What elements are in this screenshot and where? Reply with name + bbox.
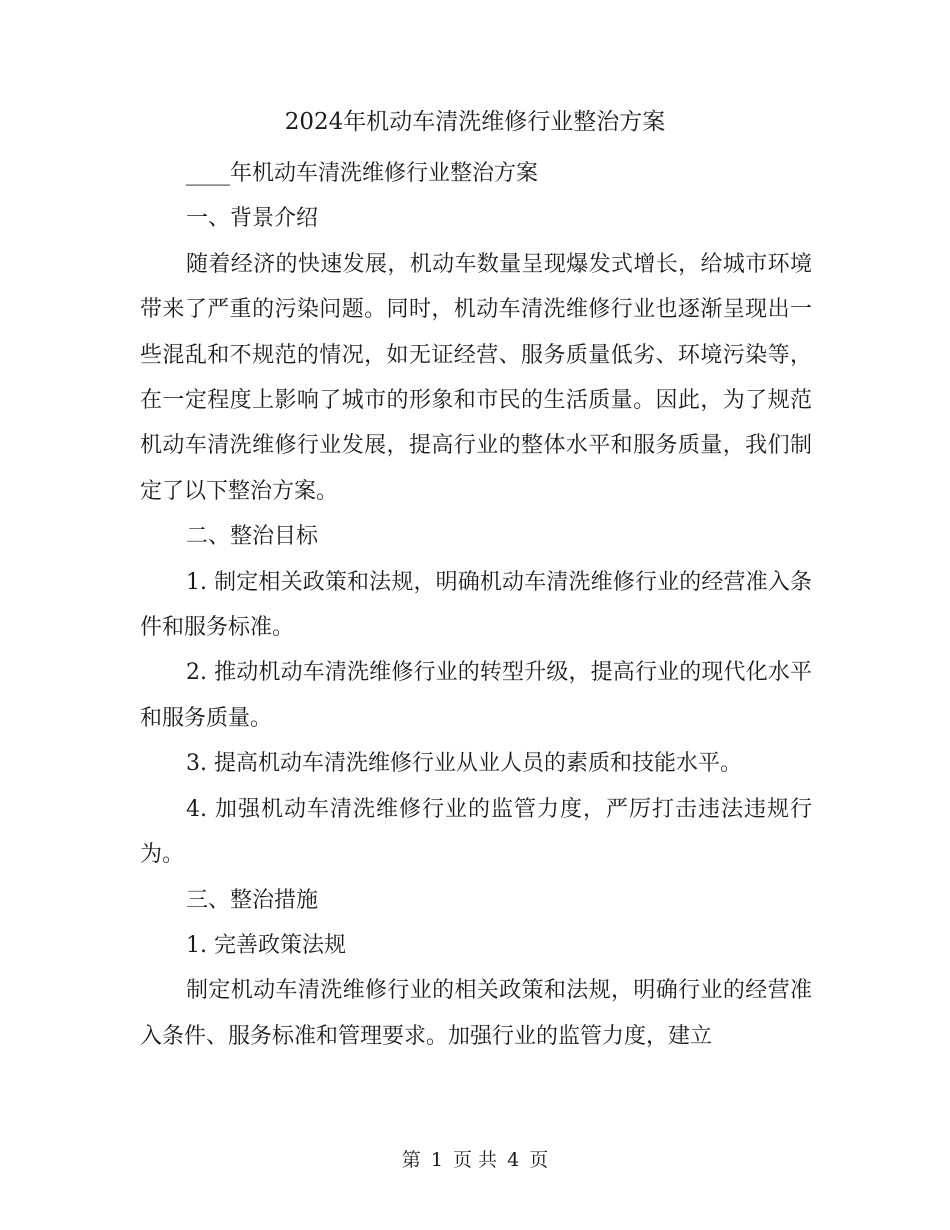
goal-item-2: 2. 推动机动车清洗维修行业的转型升级，提高行业的现代化水平和服务质量。: [140, 660, 812, 731]
footer-total-pages: 4: [507, 1149, 520, 1171]
goal-item-4: 4. 加强机动车清洗维修行业的监管力度，严厉打击违法违规行为。: [140, 796, 812, 868]
section-heading-goals: 二、整治目标: [186, 524, 319, 550]
measure-paragraph-1: 制定机动车清洗维修行业的相关政策和法规，明确行业的经营准入条件、服务标准和管理要求。加强行业的监管力度，建立: [140, 978, 812, 1049]
measure-heading-1: 1. 完善政策法规: [186, 932, 346, 958]
document-title: 2024年机动车清洗维修行业整治方案: [284, 109, 666, 135]
goal-item-1: 1. 制定相关政策和法规，明确机动车清洗维修行业的经营准入条件和服务标准。: [140, 569, 812, 641]
section-heading-measures: 三、整治措施: [186, 887, 319, 913]
background-paragraph: 随着经济的快速发展，机动车数量呈现爆发式增长，给城市环境带来了严重的污染问题。同时，机动车清洗维修行业也逐渐呈现出一些混乱和不规范的情况，如无证经营、服务质量低劣、环境污染等，在一定程度上影响了城市的形象和市民的生活质量。因此，为了规范机动车清洗维修行业发展，提高行业的整体水平和服务质量，我们制定了以下整治方案。: [140, 251, 812, 504]
section-heading-background: 一、背景介绍: [186, 206, 319, 232]
footer-prefix: 第: [401, 1149, 421, 1171]
goal-item-3: 3. 提高机动车清洗维修行业从业人员的素质和技能水平。: [186, 751, 742, 777]
footer-middle: 页 共: [452, 1149, 498, 1171]
document-body: [140, 151, 812, 1059]
subtitle-paragraph: ____年机动车清洗维修行业整治方案: [186, 161, 539, 186]
footer-page-number: 1: [430, 1149, 443, 1171]
page-footer: [0, 1146, 950, 1174]
footer-suffix: 页: [529, 1149, 549, 1171]
